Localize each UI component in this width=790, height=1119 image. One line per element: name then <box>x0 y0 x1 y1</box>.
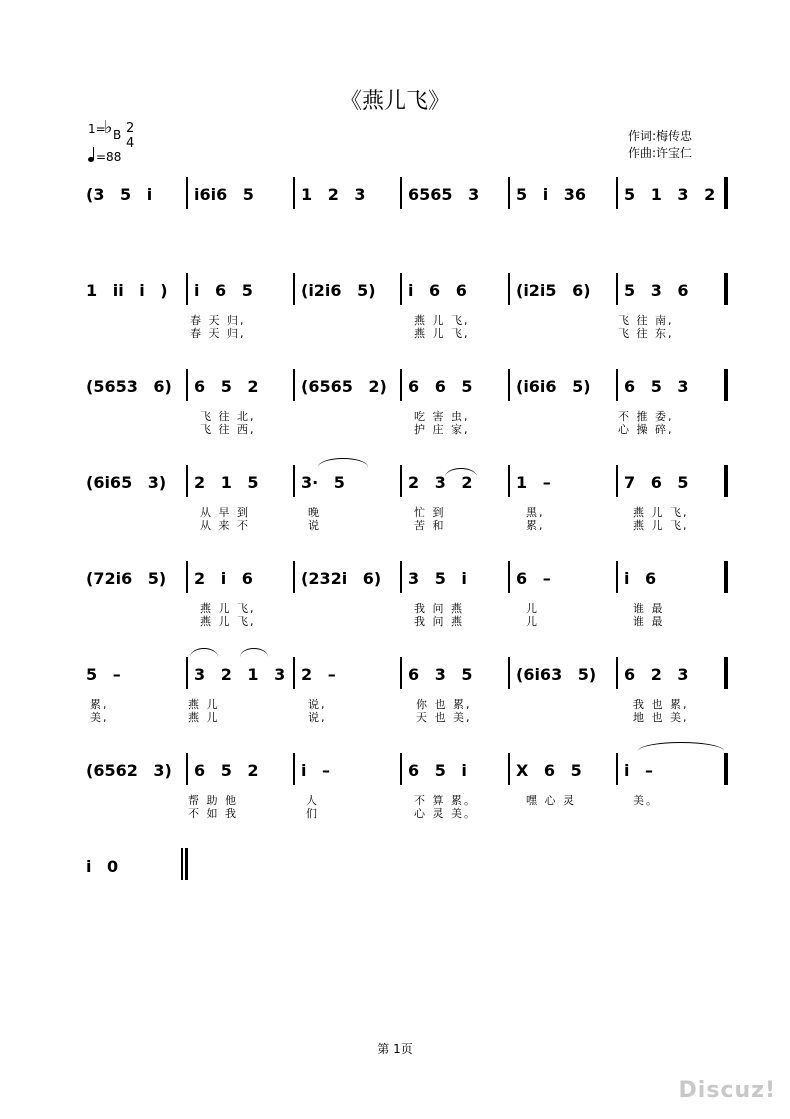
lyric-text: 心 灵 美。 <box>414 807 477 820</box>
lyric-text: 晚 <box>308 506 321 519</box>
barline <box>186 753 188 785</box>
measure: 3· 5 <box>301 472 345 492</box>
lyric-text: 不 推 委, <box>618 410 674 423</box>
slur-mark <box>240 648 268 657</box>
lyric-text: 谁 最 <box>633 602 665 615</box>
barline <box>508 177 510 209</box>
barline <box>186 657 188 689</box>
measure: (5653 6) <box>86 376 172 396</box>
barline <box>726 273 728 305</box>
measure: (6i63 5) <box>516 664 597 684</box>
lyric-text: 说 <box>308 519 321 532</box>
lyric-text: 燕 儿 飞, <box>414 327 470 340</box>
barline <box>400 465 402 497</box>
barline <box>400 561 402 593</box>
barline <box>186 369 188 401</box>
song-title: 《燕儿飞》 <box>339 89 450 114</box>
lyric-text: 吃 害 虫, <box>414 410 470 423</box>
measure: 5 1 3 2 <box>624 184 716 204</box>
measure: X 6 5 <box>516 760 582 780</box>
lyric-text: 你 也 累, <box>416 698 472 711</box>
credits <box>628 128 692 162</box>
tempo-marking <box>88 150 121 164</box>
measure: i – <box>624 760 654 780</box>
measure: 5 i 36 <box>516 184 587 204</box>
lyric-text: 不 算 累。 <box>414 794 477 807</box>
lyric-text: 天 也 美, <box>416 711 472 724</box>
measure: 7 6 5 <box>624 472 689 492</box>
quarter-note-icon <box>88 157 94 162</box>
lyric-text: 飞 往 东, <box>618 327 674 340</box>
barline <box>616 369 618 401</box>
page-number: 第 1页 <box>377 1042 413 1056</box>
measure: 6 5 i <box>408 760 467 780</box>
barline <box>616 657 618 689</box>
lyric-text: 嘿 心 灵 <box>526 794 576 807</box>
barline <box>186 177 188 209</box>
time-signature <box>126 121 134 151</box>
barline <box>186 273 188 305</box>
measure: 3 2 1 3 <box>194 664 286 684</box>
measure: 6 2 3 <box>624 664 689 684</box>
lyric-text: 们 <box>306 807 319 820</box>
measure: i 6 5 <box>194 280 253 300</box>
barline <box>508 465 510 497</box>
measure: 3 5 i <box>408 568 467 588</box>
barline <box>616 561 618 593</box>
measure: i 0 <box>86 856 119 876</box>
lyric-text: 不 如 我 <box>188 807 238 820</box>
barline <box>293 177 295 209</box>
final-barline <box>181 848 183 880</box>
measure: 1 ii i ) <box>86 280 168 300</box>
barline <box>400 369 402 401</box>
measure: 1 2 3 <box>301 184 366 204</box>
barline <box>616 465 618 497</box>
barline <box>293 465 295 497</box>
measure: 6 – <box>516 568 551 588</box>
lyric-text: 儿 <box>526 602 539 615</box>
lyric-text: 燕 儿 飞, <box>633 506 689 519</box>
measure: (i6i6 5) <box>516 376 591 396</box>
barline <box>508 753 510 785</box>
lyric-text: 燕 儿 <box>188 711 220 724</box>
lyric-text: 我 也 累, <box>633 698 689 711</box>
measure: 5 – <box>86 664 121 684</box>
barline <box>400 177 402 209</box>
barline <box>726 177 728 209</box>
lyric-text: 春 天 归, <box>190 327 246 340</box>
lyric-text: 苦 和 <box>414 519 446 532</box>
time-top: 2 <box>126 121 135 136</box>
lyric-text: 美。 <box>633 794 659 807</box>
lyric-text: 飞 往 西, <box>200 423 256 436</box>
barline <box>726 657 728 689</box>
lyric-text: 忙 到 <box>414 506 446 519</box>
measure: (6i65 3) <box>86 472 167 492</box>
barline <box>726 369 728 401</box>
time-bottom: 4 <box>126 136 135 151</box>
lyricist: 作词:梅传忠 <box>628 129 693 143</box>
lyric-text: 黑, <box>526 506 545 519</box>
flat-icon: ♭ <box>104 117 113 138</box>
lyric-text: 地 也 美, <box>633 711 689 724</box>
measure: 6565 3 <box>408 184 480 204</box>
tempo-value: =88 <box>96 150 122 164</box>
lyric-text: 燕 儿 飞, <box>633 519 689 532</box>
barline <box>293 561 295 593</box>
lyric-text: 累, <box>526 519 545 532</box>
lyric-text: 谁 最 <box>633 615 665 628</box>
barline <box>400 753 402 785</box>
measure: 2 i 6 <box>194 568 253 588</box>
measure: 2 3 2 <box>408 472 473 492</box>
barline <box>508 369 510 401</box>
final-barline-thick <box>185 848 188 880</box>
barline <box>616 753 618 785</box>
barline <box>400 657 402 689</box>
measure: i6i6 5 <box>194 184 254 204</box>
measure: (232i 6) <box>301 568 382 588</box>
measure: 2 1 5 <box>194 472 259 492</box>
barline <box>293 657 295 689</box>
slur-mark <box>318 458 368 467</box>
lyric-text: 护 庄 家, <box>414 423 470 436</box>
lyric-text: 燕 儿 飞, <box>200 602 256 615</box>
composer: 作曲:许宝仁 <box>628 146 693 160</box>
barline <box>616 273 618 305</box>
barline <box>616 177 618 209</box>
lyric-text: 燕 儿 <box>188 698 220 711</box>
lyric-text: 燕 儿 飞, <box>200 615 256 628</box>
measure: 2 – <box>301 664 336 684</box>
key-note: B <box>113 128 122 142</box>
lyric-text: 我 问 燕 <box>414 602 464 615</box>
slur-mark <box>638 742 724 751</box>
barline <box>293 753 295 785</box>
slur-mark <box>190 648 218 657</box>
measure: 6 5 3 <box>624 376 689 396</box>
lyric-text: 从 早 到 <box>200 506 250 519</box>
watermark-logo: Discuz! <box>678 1078 776 1103</box>
measure: (6562 3) <box>86 760 172 780</box>
lyric-text: 说, <box>308 698 327 711</box>
measure: 1 – <box>516 472 551 492</box>
measure: (i2i5 6) <box>516 280 591 300</box>
lyric-text: 飞 往 北, <box>200 410 256 423</box>
measure: i 6 6 <box>408 280 467 300</box>
lyric-text: 从 来 不 <box>200 519 250 532</box>
lyric-text: 我 问 燕 <box>414 615 464 628</box>
lyric-text: 帮 助 他 <box>188 794 238 807</box>
barline <box>508 561 510 593</box>
lyric-text: 心 操 碎, <box>618 423 674 436</box>
barline <box>293 273 295 305</box>
barline <box>293 369 295 401</box>
measure: i 6 <box>624 568 657 588</box>
measure: (3 5 i <box>86 184 153 204</box>
lyric-text: 飞 往 南, <box>618 314 674 327</box>
measure: (i2i6 5) <box>301 280 376 300</box>
barline <box>186 561 188 593</box>
lyric-text: 人 <box>306 794 319 807</box>
barline <box>726 465 728 497</box>
measure: 6 6 5 <box>408 376 473 396</box>
barline <box>508 273 510 305</box>
barline <box>508 657 510 689</box>
measure: (72i6 5) <box>86 568 167 588</box>
measure: 6 5 2 <box>194 760 259 780</box>
key-prefix: 1= <box>88 122 106 136</box>
lyric-text: 春 天 归, <box>190 314 246 327</box>
measure: 5 3 6 <box>624 280 689 300</box>
lyric-text: 美, <box>90 711 109 724</box>
barline <box>186 465 188 497</box>
lyric-text: 儿 <box>526 615 539 628</box>
measure: 6 5 2 <box>194 376 259 396</box>
measure: 6 3 5 <box>408 664 473 684</box>
measure: i – <box>301 760 331 780</box>
lyric-text: 累, <box>90 698 109 711</box>
barline <box>726 561 728 593</box>
lyric-text: 燕 儿 飞, <box>414 314 470 327</box>
measure: (6565 2) <box>301 376 387 396</box>
lyric-text: 说, <box>308 711 327 724</box>
key-signature <box>88 117 135 151</box>
barline <box>400 273 402 305</box>
barline <box>726 753 728 785</box>
